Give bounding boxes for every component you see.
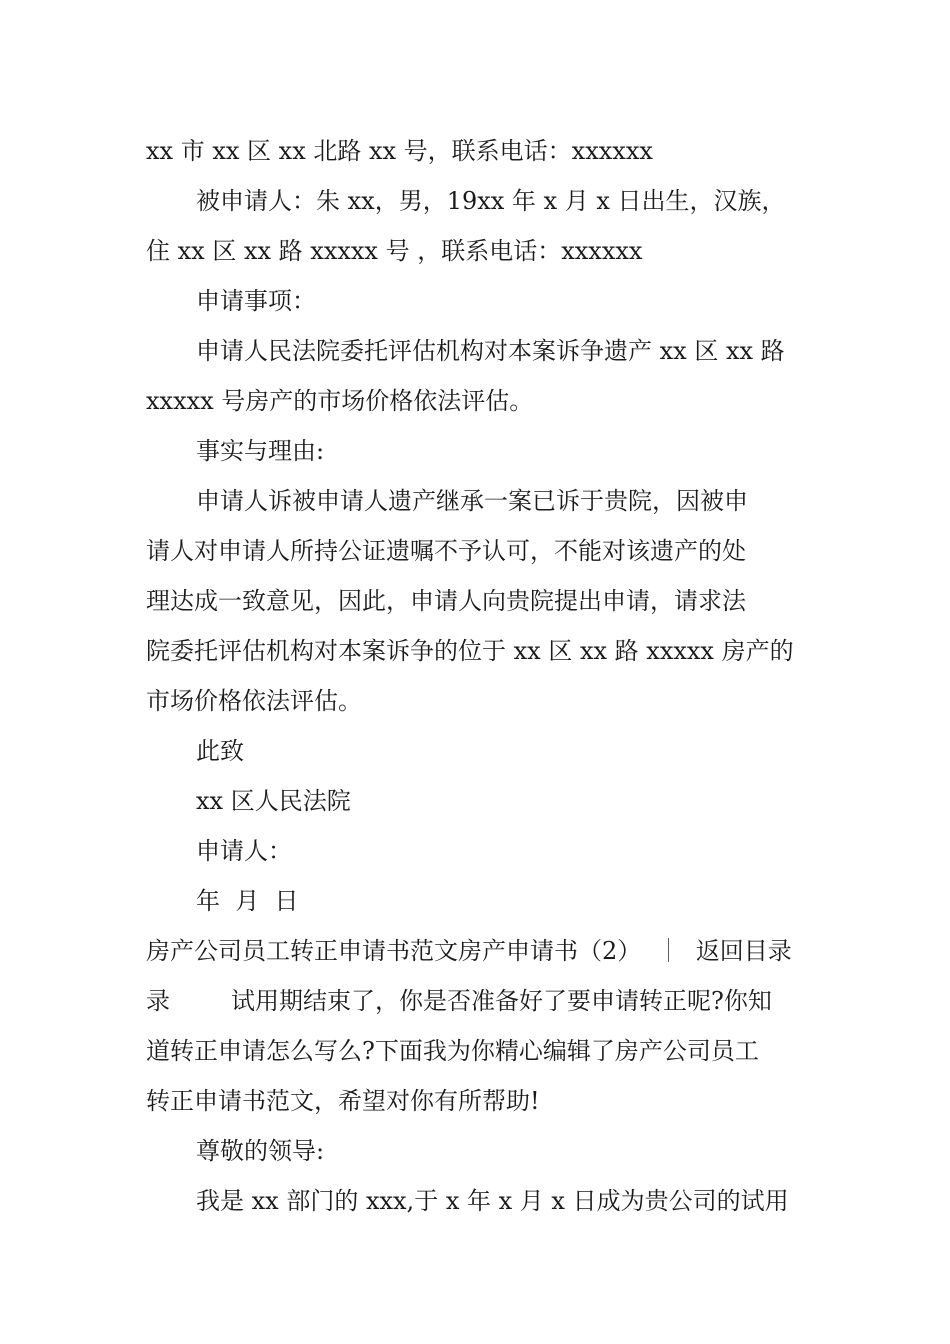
section-heading [146, 926, 810, 976]
document-body [146, 126, 810, 1226]
text-line: 录 试用期结束了，你是否准备好了要申请转正呢?你知 [146, 987, 772, 1015]
text-line: 申请人诉被申请人遗产继承一案已诉于贵院，因被申 [196, 487, 748, 515]
paragraphs-after [146, 976, 810, 1226]
text-line: 院委托评估机构对本案诉争的位于 xx 区 xx 路 xxxxx 房产的 [146, 637, 794, 665]
text-line: xx 市 xx 区 xx 北路 xx 号，联系电话：xxxxxx [146, 137, 653, 165]
separator: ｜ [656, 937, 681, 965]
text-line: 我是 xx 部门的 xxx,于 x 年 x 月 x 日成为贵公司的试用 [196, 1187, 789, 1215]
paragraphs-before [146, 126, 810, 926]
back-to-contents-link[interactable]: 返回目录 [695, 937, 792, 965]
text-line: 申请人： [196, 837, 292, 865]
text-line: 转正申请书范文，希望对你有所帮助! [146, 1087, 540, 1115]
text-line: xx 区人民法院 [196, 787, 351, 815]
text-line: 尊敬的领导: [196, 1137, 325, 1165]
text-line: 此致 [196, 737, 244, 765]
text-line: xxxxx 号房产的市场价格依法评估。 [146, 387, 534, 415]
text-line: 年 月 日 [196, 887, 299, 915]
text-line: 被申请人：朱 xx，男，19xx 年 x 月 x 日出生，汉族， [196, 187, 786, 215]
section-title: 房产公司员工转正申请书范文房产申请书（2） [146, 937, 642, 965]
text-line: 事实与理由: [196, 437, 325, 465]
text-line: 道转正申请怎么写么?下面我为你精心编辑了房产公司员工 [146, 1037, 759, 1065]
text-line: 市场价格依法评估。 [146, 687, 362, 715]
text-line: 住 xx 区 xx 路 xxxxx 号 ，联系电话：xxxxxx [146, 237, 643, 265]
text-line: 理达成一致意见，因此，申请人向贵院提出申请，请求法 [146, 587, 746, 615]
text-line: 请人对申请人所持公证遗嘱不予认可，不能对该遗产的处 [146, 537, 746, 565]
text-line: 申请事项： [196, 287, 316, 315]
text-line: 申请人民法院委托评估机构对本案诉争遗产 xx 区 xx 路 [196, 337, 785, 365]
